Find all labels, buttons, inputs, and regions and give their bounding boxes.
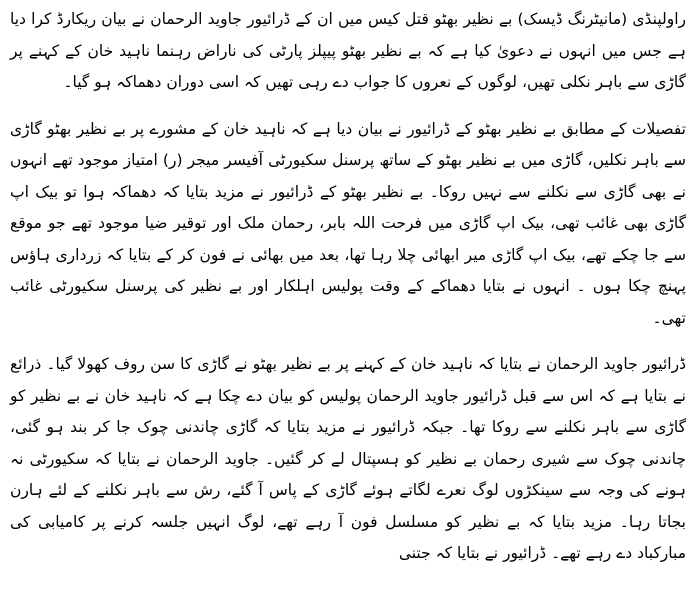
article-paragraph-1: راولپنڈی (مانیٹرنگ ڈیسک) بے نظیر بھٹو قتل کیس میں ان کے ڈرائیور جاوید الرحمان نے بیان ریکارڈ کرا دیا ہے جس میں انہوں نے دعویٰ کیا ہے کہ بے نظیر بھٹو پیپلز پارٹی کی ناراض رہنما ناہید خان کے کہنے پر گاڑی سے باہر نکلی تھیں، لوگوں کے نعروں کا جواب دے رہی تھیں کہ اسی دوران دھماکہ ہو گیا۔ bbox=[10, 10, 686, 91]
article-paragraph-3: ڈرائیور جاوید الرحمان نے بتایا کہ ناہید خان کے کہنے پر بے نظیر بھٹو نے گاڑی کا سن روف کھولا گیا۔ ذرائع نے بتایا ہے کہ اس سے قبل ڈرائیور جاوید الرحمان پولیس کو بیان دے چکا ہے کہ ناہید خان نے بے نظیر کو گاڑی سے باہر نکلنے سے روکا تھا۔ جبکہ ڈرائیور نے مزید بتایا کہ گاڑی چاندنی چوک جا کر بند ہو گئی، چاندنی چوک سے شیری رحمان بے نظیر کو ہسپتال لے کر گئیں۔ جاوید الرحمان نے بتایا کہ سکیورٹی نہ ہونے کی وجہ سے سینکڑوں لوگ نعرے لگاتے ہوئے گاڑی کے پاس آ گئے، رش سے باہر نکلنے کے لئے ہارن بجاتا رہا۔ مزید بتایا کہ بے نظیر کو مسلسل فون آ رہے تھے، لوگ انہیں جلسہ کرنے پر کامیابی کی مبارکباد دے رہے تھے۔ ڈرائیور نے بتایا کہ جتنی bbox=[10, 355, 686, 562]
article-paragraph-2: تفصیلات کے مطابق بے نظیر بھٹو کے ڈرائیور نے بیان دیا ہے کہ ناہید خان کے مشورے پر بے نظیر بھٹو گاڑی سے باہر نکلیں، گاڑی میں بے نظیر بھٹو کے ساتھ پرسنل سکیورٹی آفیسر میجر (ر) امتیاز موجود تھے انہوں نے بھی گاڑی سے نکلنے سے نہیں روکا۔ بے نظیر بھٹو کے ڈرائیور نے مزید بتایا کہ دھماکہ ہوا تو بیک اپ گاڑی بھی غائب تھی، بیک اپ گاڑی میں فرحت اللہ بابر، رحمان ملک اور توقیر ضیا موجود تھے جو موقع سے جا چکے تھے، بیک اپ گاڑی میر ابھائی چلا رہا تھا، بعد میں بھائی نے فون کر کے بتایا کہ زرداری ہاؤس پہنچ چکا ہوں ۔ انہوں نے بتایا دھماکے کے وقت پولیس اہلکار اور بے نظیر کی پرسنل سکیورٹی غائب تھی۔ bbox=[10, 119, 686, 327]
article-body bbox=[10, 4, 686, 585]
